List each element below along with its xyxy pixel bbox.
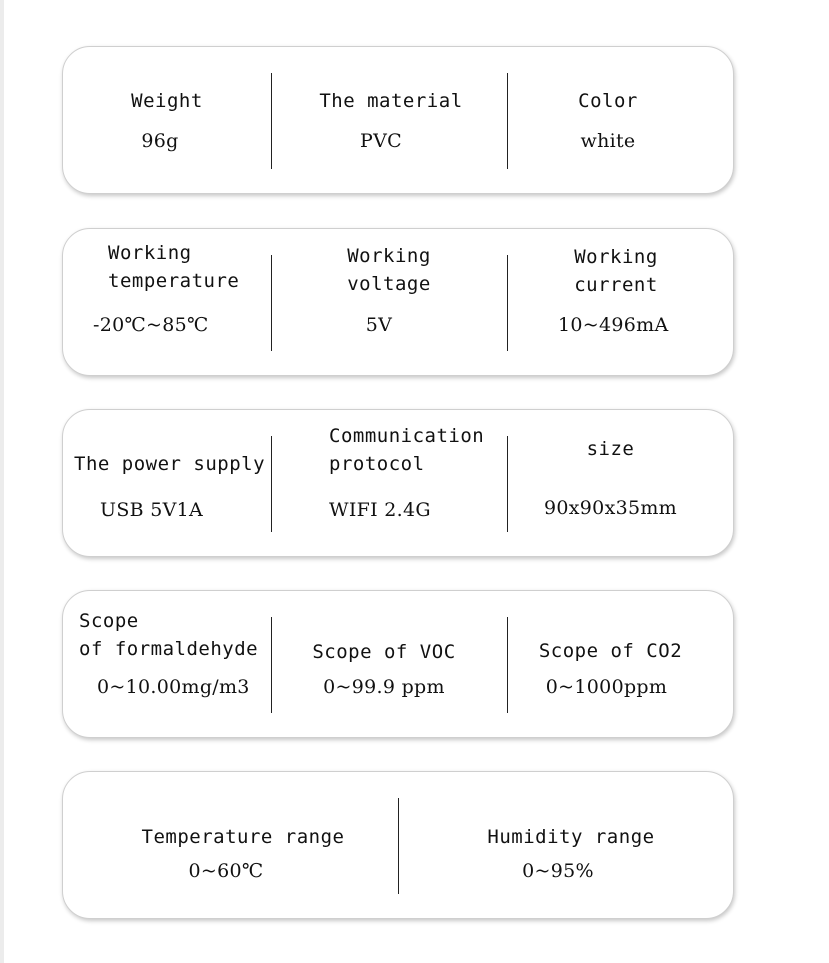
communication-protocol-label-line1: Communication <box>329 425 485 447</box>
working-current-label-line1: Working <box>574 246 658 268</box>
co2-label: Scope of CO2 <box>538 640 683 662</box>
card-divider <box>271 255 272 351</box>
working-voltage-label-line2: voltage <box>347 273 431 295</box>
communication-protocol-value: WIFI 2.4G <box>329 499 431 521</box>
spec-card-2 <box>62 228 734 376</box>
formaldehyde-label-line1: Scope <box>79 610 139 632</box>
working-current-value: 10~496mA <box>558 314 669 336</box>
material-label: The material <box>319 90 463 112</box>
temperature-range-label: Temperature range <box>141 826 345 848</box>
power-supply-value: USB 5V1A <box>100 499 204 521</box>
left-edge-rule <box>0 0 4 963</box>
working-voltage-label-line1: Working <box>347 245 431 267</box>
working-voltage-value: 5V <box>365 314 393 336</box>
working-temperature-label-line1: Working <box>108 242 192 264</box>
spec-card-1 <box>62 46 734 194</box>
weight-value: 96g <box>141 130 179 152</box>
card-divider <box>271 617 272 713</box>
spec-card-4 <box>62 590 734 738</box>
formaldehyde-label-line2: of formaldehyde <box>79 638 259 660</box>
humidity-range-value: 0~95% <box>522 860 594 882</box>
card-divider <box>271 436 272 532</box>
card-divider <box>507 255 508 351</box>
communication-protocol-label-line2: protocol <box>329 453 425 475</box>
spec-card-5 <box>62 771 734 919</box>
card-divider <box>398 798 399 894</box>
working-temperature-value: -20℃~85℃ <box>93 314 209 336</box>
color-value: white <box>580 130 636 152</box>
card-divider <box>271 73 272 169</box>
card-divider <box>507 436 508 532</box>
working-temperature-label-line2: temperature <box>108 270 240 292</box>
humidity-range-label: Humidity range <box>487 826 655 848</box>
voc-label: Scope of VOC <box>312 641 456 663</box>
color-label: Color <box>578 90 638 112</box>
weight-label: Weight <box>131 90 203 112</box>
working-current-label-line2: current <box>574 274 658 296</box>
material-value: PVC <box>360 130 402 152</box>
power-supply-label: The power supply <box>74 453 266 475</box>
spec-card-3 <box>62 409 734 557</box>
card-divider <box>507 617 508 713</box>
voc-value: 0~99.9 ppm <box>323 676 445 698</box>
co2-value: 0~1000ppm <box>545 676 668 698</box>
card-divider <box>507 73 508 169</box>
size-label: size <box>586 438 635 460</box>
formaldehyde-value: 0~10.00mg/m3 <box>97 676 250 698</box>
size-value: 90x90x35mm <box>544 497 677 519</box>
temperature-range-value: 0~60℃ <box>188 860 264 882</box>
